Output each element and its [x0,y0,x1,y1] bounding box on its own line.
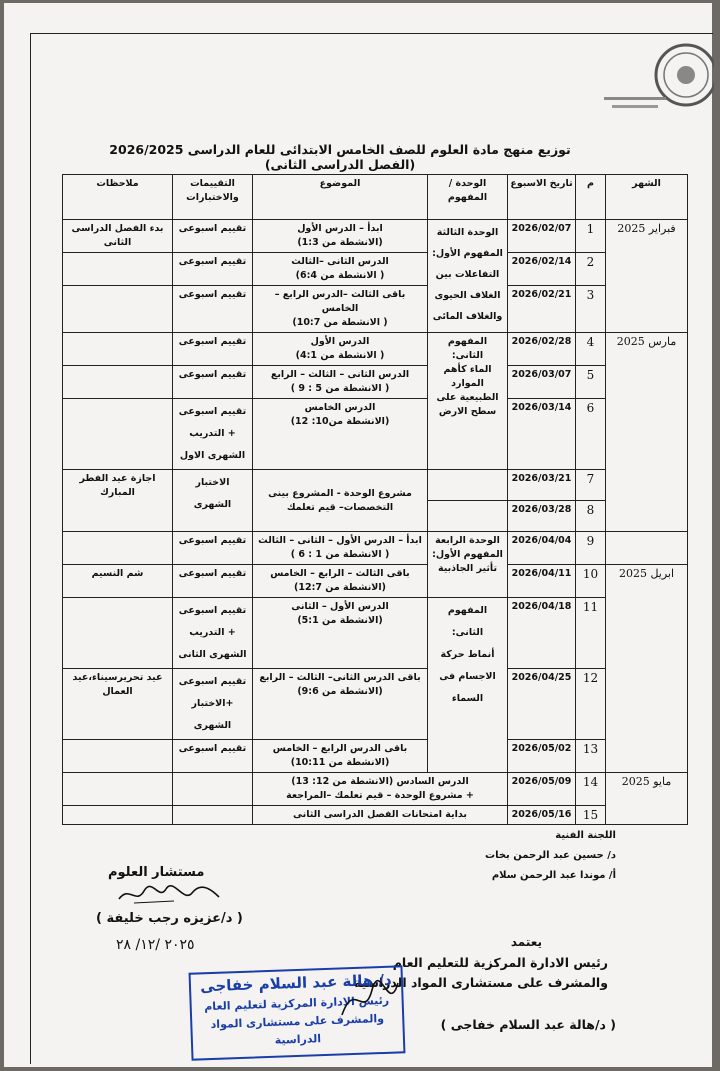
week-number: 8 [576,501,606,532]
note-cell [63,333,173,366]
month-cell-empty [606,532,688,565]
week-date: 2026/03/14 [508,399,576,470]
advisor-signature [114,881,224,909]
note-cell [63,740,173,773]
table-header-row [63,175,688,220]
assessment-cell [173,806,253,825]
table-row [63,740,688,773]
document-title: توزيع منهج مادة العلوم للصف الخامس الابتدائى للعام الدراسى 2026/2025 (الفصل الدراسى الثانى) [109,142,571,172]
table-row [63,669,688,740]
table-row [63,399,688,470]
topic-cell: باقى الثالث – الرابع – الخامس (الانشطة من 12:7) [253,565,428,598]
stamp-line: والمشرف على مستشارى المواد الدراسية [210,1011,385,1047]
month-cell: فبراير 2025 [606,220,688,333]
committee-member: أ/ موندا عبد الرحمن سلام [491,870,616,881]
week-number: 11 [576,598,606,669]
assessment-cell: تقييم اسبوعى +الاختبار الشهرى [173,669,253,740]
assessment-cell: تقييم اسبوعى [173,253,253,286]
note-cell: شم النسيم [63,565,173,598]
note-cell: عيد تحريرسيناء،عيد العمال [63,669,173,740]
topic-cell: الدرس الثانى – الثالث – الرابع ( الانشطة من 5 : 9 ) [253,366,428,399]
note-cell [63,773,173,806]
week-date: 2026/03/21 [508,470,576,501]
week-number: 12 [576,669,606,740]
week-date: 2026/05/09 [508,773,576,806]
advisor-title: مستشار العلوم [108,865,205,880]
note-cell [63,286,173,333]
advisor-date: ٢٠٢٥ /١٢/ ٢٨ [116,937,195,953]
approver-subtitle: والمشرف على مستشارى المواد الدراسية [353,975,608,990]
table-row [63,773,688,806]
topic-cell: الدرس الأول ( الانشطة من 4:1) [253,333,428,366]
week-date: 2026/04/18 [508,598,576,669]
assessment-cell: تقييم اسبوعى [173,740,253,773]
note-cell: بدء الفصل الدراسى الثانى [63,220,173,253]
header-index: م [576,175,606,220]
assessment-cell: الاختبار الشهرى [173,470,253,532]
unit-cell: الوحدة الثالثة المفهوم الأول: التفاعلات بين الغلاف الحيوى والغلاف المائى [428,220,508,333]
topic-cell: باقى الدرس الثانى– الثالث – الرابع (الانشطة من 9:6) [253,669,428,740]
table-row [63,366,688,399]
topic-cell: الدرس الخامس (الانشطة من10: 12) [253,399,428,470]
topic-cell: ابدأ – الدرس الأول (الانشطة من 1:3) [253,220,428,253]
unit-cell: المفهوم الثانى: الماء كأهم الموارد الطبيعية على سطح الارض [428,333,508,470]
assessment-cell: تقييم اسبوعى [173,220,253,253]
unit-cell: المفهوم الثانى: أنماط حركة الاجسام فى السماء [428,598,508,773]
document-page [4,3,712,1067]
assessment-cell: تقييم اسبوعى [173,286,253,333]
week-date: 2026/04/11 [508,565,576,598]
header-month: الشهر [606,175,688,220]
week-date: 2026/02/07 [508,220,576,253]
assessment-cell [173,773,253,806]
assessment-cell: تقييم اسبوعى + التدريب الشهرى الاول [173,399,253,470]
week-number: 15 [576,806,606,825]
header-topic: الموضوع [253,175,428,220]
table-row [63,598,688,669]
topic-cell: ابدأ – الدرس الأول – الثانى – الثالث ( الانشطة من 1 : 6 ) [253,532,428,565]
topic-cell: الدرس السادس (الانشطة من 12: 13) + مشروع الوحدة – قيم تعلمك –المراجعة [253,773,508,806]
table-row [63,286,688,333]
topic-cell: باقى الدرس الرابع – الخامس (الانشطة من 10:11) [253,740,428,773]
week-date: 2026/04/25 [508,669,576,740]
week-date: 2026/02/14 [508,253,576,286]
unit-cell-empty [428,501,508,532]
note-cell [63,532,173,565]
approval-label: يعتمد [510,935,542,949]
week-number: 14 [576,773,606,806]
assessment-cell: تقييم اسبوعى [173,333,253,366]
approver-signature [334,975,404,1025]
week-number: 9 [576,532,606,565]
curriculum-table [62,174,688,825]
note-cell [63,253,173,286]
table-row [63,565,688,598]
assessment-cell: تقييم اسبوعى [173,532,253,565]
table-row [63,220,688,253]
week-date: 2026/03/07 [508,366,576,399]
table-row [63,333,688,366]
header-week-date: تاريخ الاسبوع [508,175,576,220]
committee-label: اللجنة الفنية [555,830,616,841]
month-cell: مايو 2025 [606,773,688,825]
week-date: 2026/05/02 [508,740,576,773]
week-number: 3 [576,286,606,333]
ministry-logo [594,33,714,123]
week-number: 13 [576,740,606,773]
week-number: 1 [576,220,606,253]
table-row [63,253,688,286]
month-cell: ابريل 2025 [606,565,688,773]
unit-cell-empty [428,470,508,501]
week-date: 2026/02/21 [508,286,576,333]
week-number: 7 [576,470,606,501]
topic-cell: الدرس الأول – الثانى (الانشطة من 5:1) [253,598,428,669]
week-number: 2 [576,253,606,286]
note-cell [63,598,173,669]
technical-committee [485,826,616,886]
header-unit: الوحدة /المفهوم [428,175,508,220]
week-number: 6 [576,399,606,470]
week-date: 2026/05/16 [508,806,576,825]
advisor-name: ( د/عزيزه رجب خليفة ) [96,911,243,926]
week-number: 4 [576,333,606,366]
week-date: 2026/03/28 [508,501,576,532]
table-row [63,806,688,825]
note-cell [63,366,173,399]
topic-cell: بداية امتحانات الفصل الدراسى الثانى [253,806,508,825]
week-date: 2026/04/04 [508,532,576,565]
header-assessments: التقييمات والاختبارات [173,175,253,220]
week-number: 5 [576,366,606,399]
note-cell [63,806,173,825]
assessment-cell: تقييم اسبوعى [173,366,253,399]
note-cell: اجازة عيد الفطر المبارك [63,470,173,532]
approver-name: ( د/هالة عبد السلام خفاجى ) [440,1017,616,1032]
unit-cell: الوحدة الرابعة المفهوم الأول: تأثير الجاذبية [428,532,508,598]
approver-title: رئيس الادارة المركزية للتعليم العام [392,955,608,970]
week-date: 2026/02/28 [508,333,576,366]
note-cell [63,399,173,470]
topic-cell: مشروع الوحدة - المشروع بينى التخصصات– قيم تعلمك [253,470,428,532]
table-row [63,532,688,565]
assessment-cell: تقييم اسبوعى + التدريب الشهرى الثانى [173,598,253,669]
month-cell: مارس 2025 [606,333,688,532]
week-number: 10 [576,565,606,598]
topic-cell: الدرس الثانى –الثالث ( الانشطة من 6:4) [253,253,428,286]
header-notes: ملاحظات [63,175,173,220]
assessment-cell: تقييم اسبوعى [173,565,253,598]
topic-cell: باقى الثالث –الدرس الرابع – الخامس ( الانشطة من 10:7) [253,286,428,333]
stamp-line: رئيس الادارة المركزية لتعليم العام [204,993,390,1014]
table-row [63,470,688,501]
committee-member: د/ حسين عبد الرحمن بخات [485,850,616,861]
stamp-name: د/ هالة عبد السلام خفاجى [199,970,392,996]
